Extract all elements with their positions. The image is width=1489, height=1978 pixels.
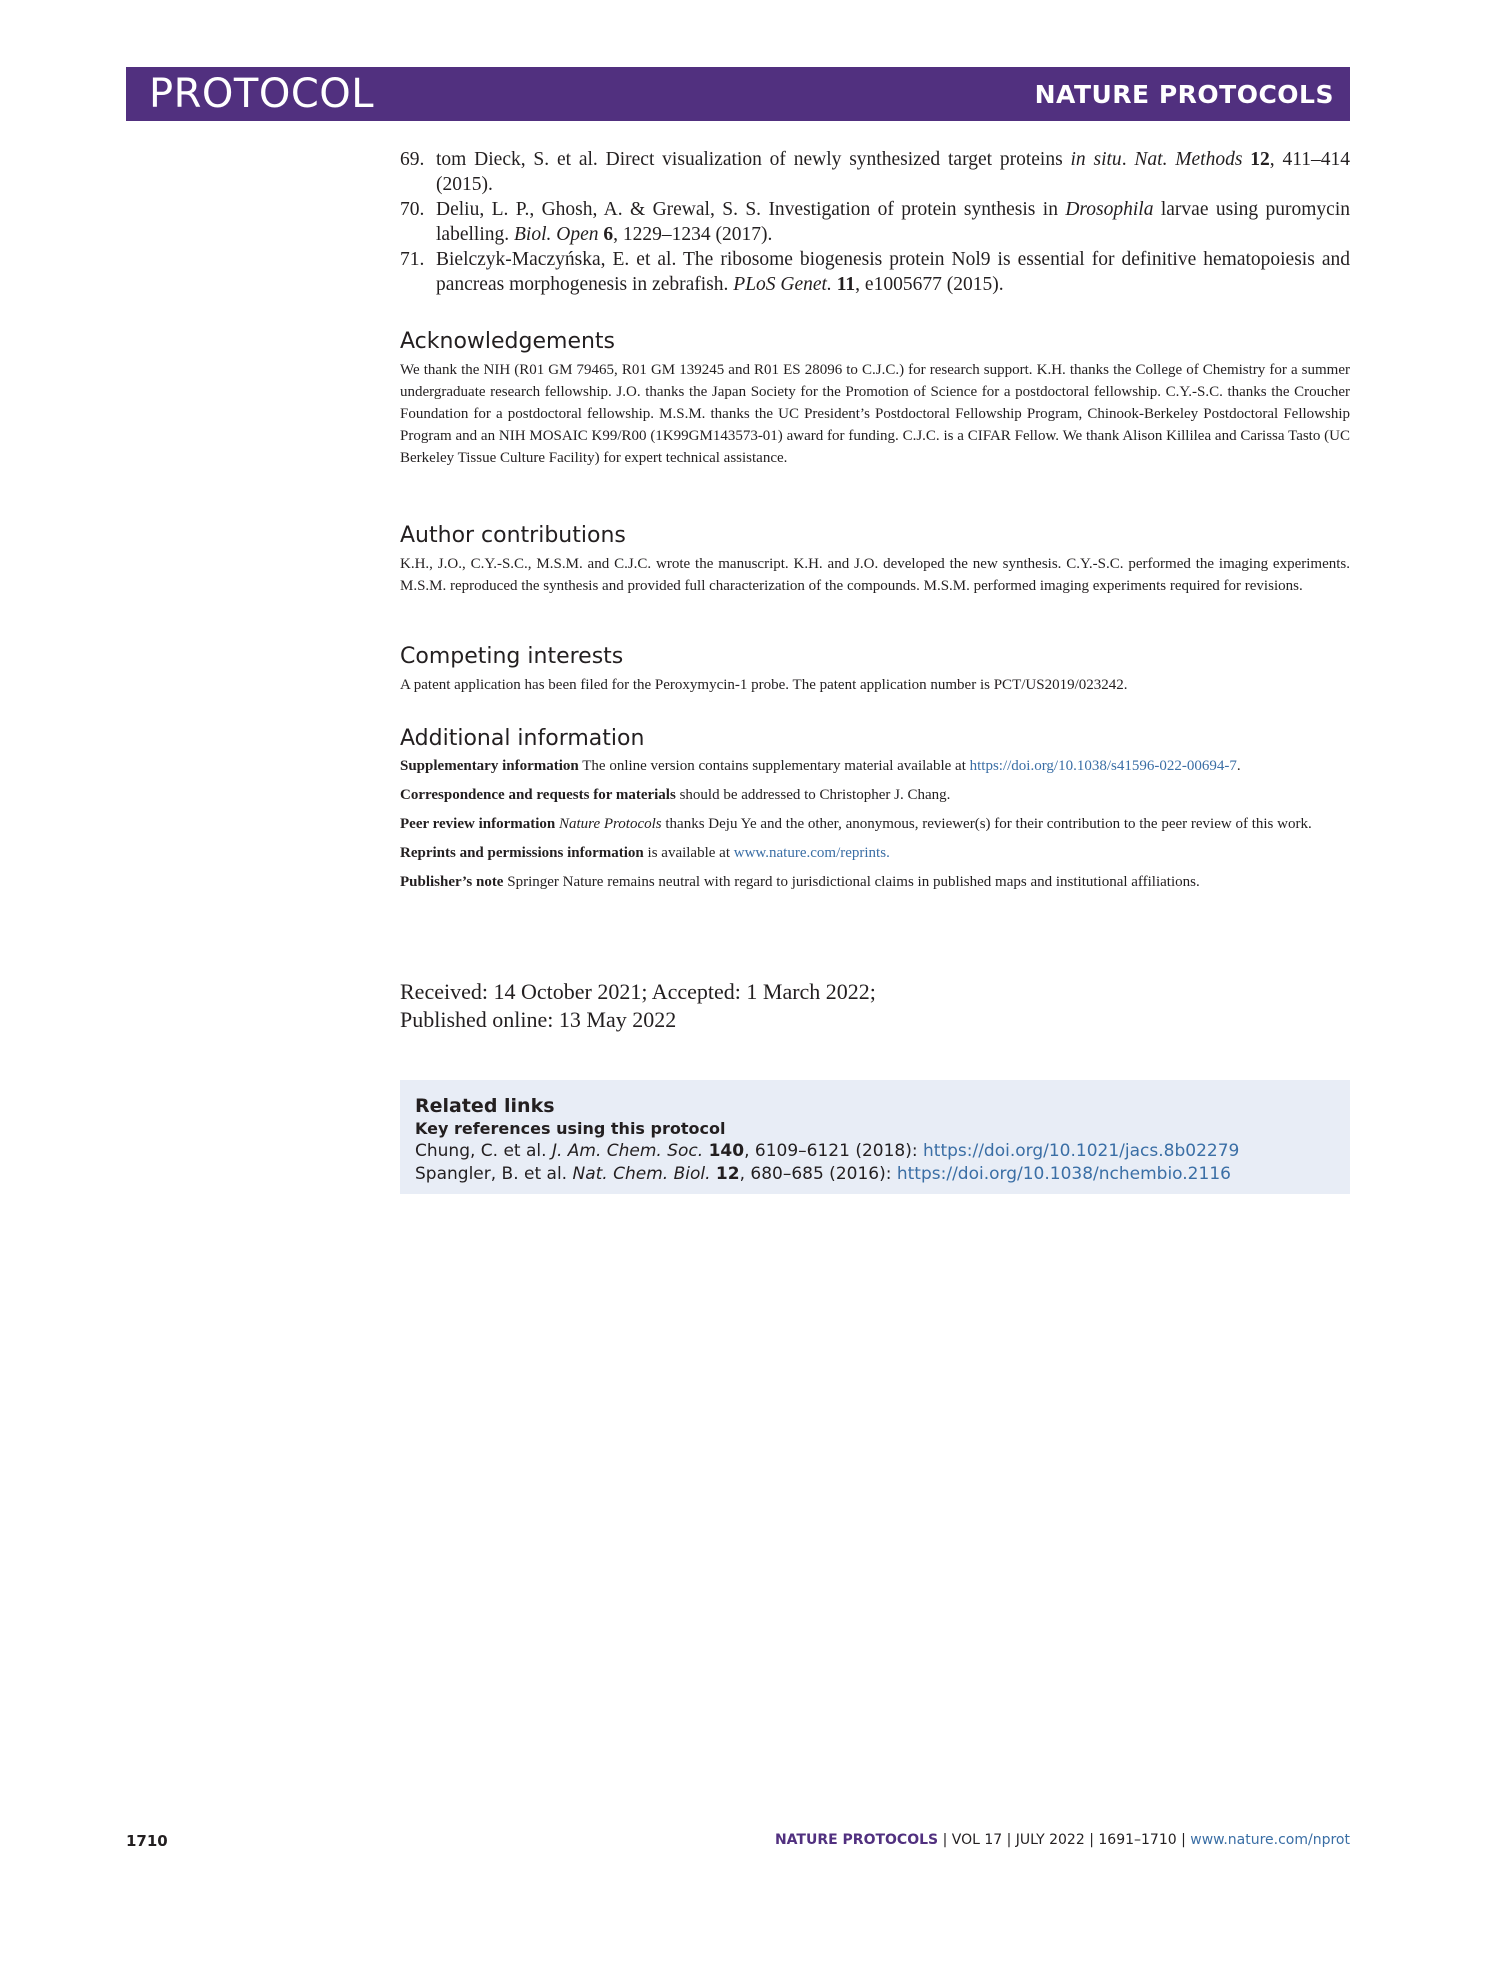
acknowledgements-body: We thank the NIH (R01 GM 79465, R01 GM 139245 and R01 ES 28096 to C.J.C.) for research support. K.H. thanks the College of Chemistry for a summer undergraduate research fellowship. J.O. thanks the Japan Society for the Promotion of Science for a postdoctoral fellowship. C.Y.-S.C. thanks the Croucher Foundation for a postdoctoral fellowship. M.S.M. thanks the UC President’s Postdoctoral Fellowship Program, Chinook-Berkeley Postdoctoral Fellowship Program and an NIH MOSAIC K99/R00 (1K99GM143573-01) award for funding. C.J.C. is a CIFAR Fellow. We thank Alison Killilea and Carissa Tasto (UC Berkeley Tissue Culture Facility) for expert technical assistance. — [400, 362, 1350, 466]
reference-list — [400, 147, 1350, 297]
author-contributions-body: K.H., J.O., C.Y.-S.C., M.S.M. and C.J.C. wrote the manuscript. K.H. and J.O. developed the new synthesis. C.Y.-S.C. performed the imaging experiments. M.S.M. reproduced the synthesis and provided full characterization of the compounds. M.S.M. performed imaging experiments required for revisions. — [400, 556, 1350, 594]
header-bar — [126, 67, 1350, 121]
related-link-url[interactable]: https://doi.org/10.1021/jacs.8b02279 — [923, 1141, 1240, 1161]
competing-interests-body: A patent application has been filed for the Peroxymycin-1 probe. The patent application number is PCT/US2019/023242. — [400, 677, 1128, 693]
section-heading: Additional information — [400, 726, 645, 751]
publication-dates — [400, 978, 1350, 1034]
related-links-box — [400, 1080, 1350, 1194]
footer-volume: VOL 17 — [951, 1832, 1003, 1848]
author-contributions-section — [400, 522, 1350, 597]
additional-information-section — [400, 725, 1350, 901]
reference-text: tom Dieck, S. et al. Direct visualization of newly synthesized target proteins in situ. Nat. Methods 12, 411–414 (2015). — [436, 149, 1350, 195]
competing-interests-section — [400, 643, 1350, 696]
reference-text: Deliu, L. P., Ghosh, A. & Grewal, S. S. Investigation of protein synthesis in Drosophila larvae using puromycin labelling. Biol. Open 6, 1229–1234 (2017). — [436, 199, 1350, 245]
footer-date: JULY 2022 — [1015, 1832, 1085, 1848]
supplementary-information: Supplementary information The online version contains supplementary material available at https://doi.org/10.1038/s41596-022-00694-7. — [400, 758, 1241, 774]
related-link-item: Spangler, B. et al. Nat. Chem. Biol. 12, 680–685 (2016): https://doi.org/10.1038/nchembio.2116 — [415, 1164, 1231, 1184]
footer-journal: NATURE PROTOCOLS — [774, 1832, 939, 1848]
peer-review-information: Peer review information Nature Protocols thanks Deju Ye and the other, anonymous, reviewer(s) for their contribution to the peer review of this work. — [400, 816, 1312, 832]
section-type-label: PROTOCOL — [149, 71, 375, 117]
related-link-item: Chung, C. et al. J. Am. Chem. Soc. 140, 6109–6121 (2018): https://doi.org/10.1021/jacs.8b02279 — [415, 1141, 1240, 1161]
supplementary-link[interactable]: https://doi.org/10.1038/s41596-022-00694-7 — [969, 758, 1237, 774]
reference-text: Bielczyk-Maczyńska, E. et al. The ribosome biogenesis protein Nol9 is essential for definitive hematopoiesis and pancreas morphogenesis in zebrafish. PLoS Genet. 11, e1005677 (2015). — [436, 249, 1350, 295]
reprints-information: Reprints and permissions information is available at www.nature.com/reprints. — [400, 845, 890, 861]
related-link-url[interactable]: https://doi.org/10.1038/nchembio.2116 — [896, 1164, 1231, 1184]
section-heading: Acknowledgements — [400, 329, 616, 354]
page-number: 1710 — [126, 1832, 168, 1850]
reference-item — [400, 247, 1350, 297]
related-links-subtitle: Key references using this protocol — [415, 1119, 726, 1138]
footer-citation: NATURE PROTOCOLS | VOL 17 | JULY 2022 | 1691–1710 | www.nature.com/nprot — [774, 1832, 1350, 1848]
reference-number: 70. — [400, 199, 425, 220]
received-accepted-line: Received: 14 October 2021; Accepted: 1 March 2022; — [400, 979, 876, 1004]
correspondence-information: Correspondence and requests for materials should be addressed to Christopher J. Chang. — [400, 787, 951, 803]
publishers-note: Publisher’s note Springer Nature remains neutral with regard to jurisdictional claims in published maps and institutional affiliations. — [400, 874, 1200, 890]
reprints-link[interactable]: www.nature.com/reprints. — [733, 845, 890, 861]
published-line: Published online: 13 May 2022 — [400, 1007, 677, 1032]
acknowledgements-section — [400, 328, 1350, 469]
reference-item — [400, 147, 1350, 197]
journal-name: NATURE PROTOCOLS — [1034, 79, 1334, 109]
footer-pages: 1691–1710 — [1098, 1832, 1177, 1848]
section-heading: Competing interests — [400, 644, 624, 669]
section-heading: Author contributions — [400, 523, 626, 548]
reference-number: 71. — [400, 249, 425, 270]
related-links-title: Related links — [415, 1095, 555, 1117]
reference-item — [400, 197, 1350, 247]
footer-url-link[interactable]: www.nature.com/nprot — [1190, 1832, 1350, 1848]
reference-number: 69. — [400, 149, 425, 170]
